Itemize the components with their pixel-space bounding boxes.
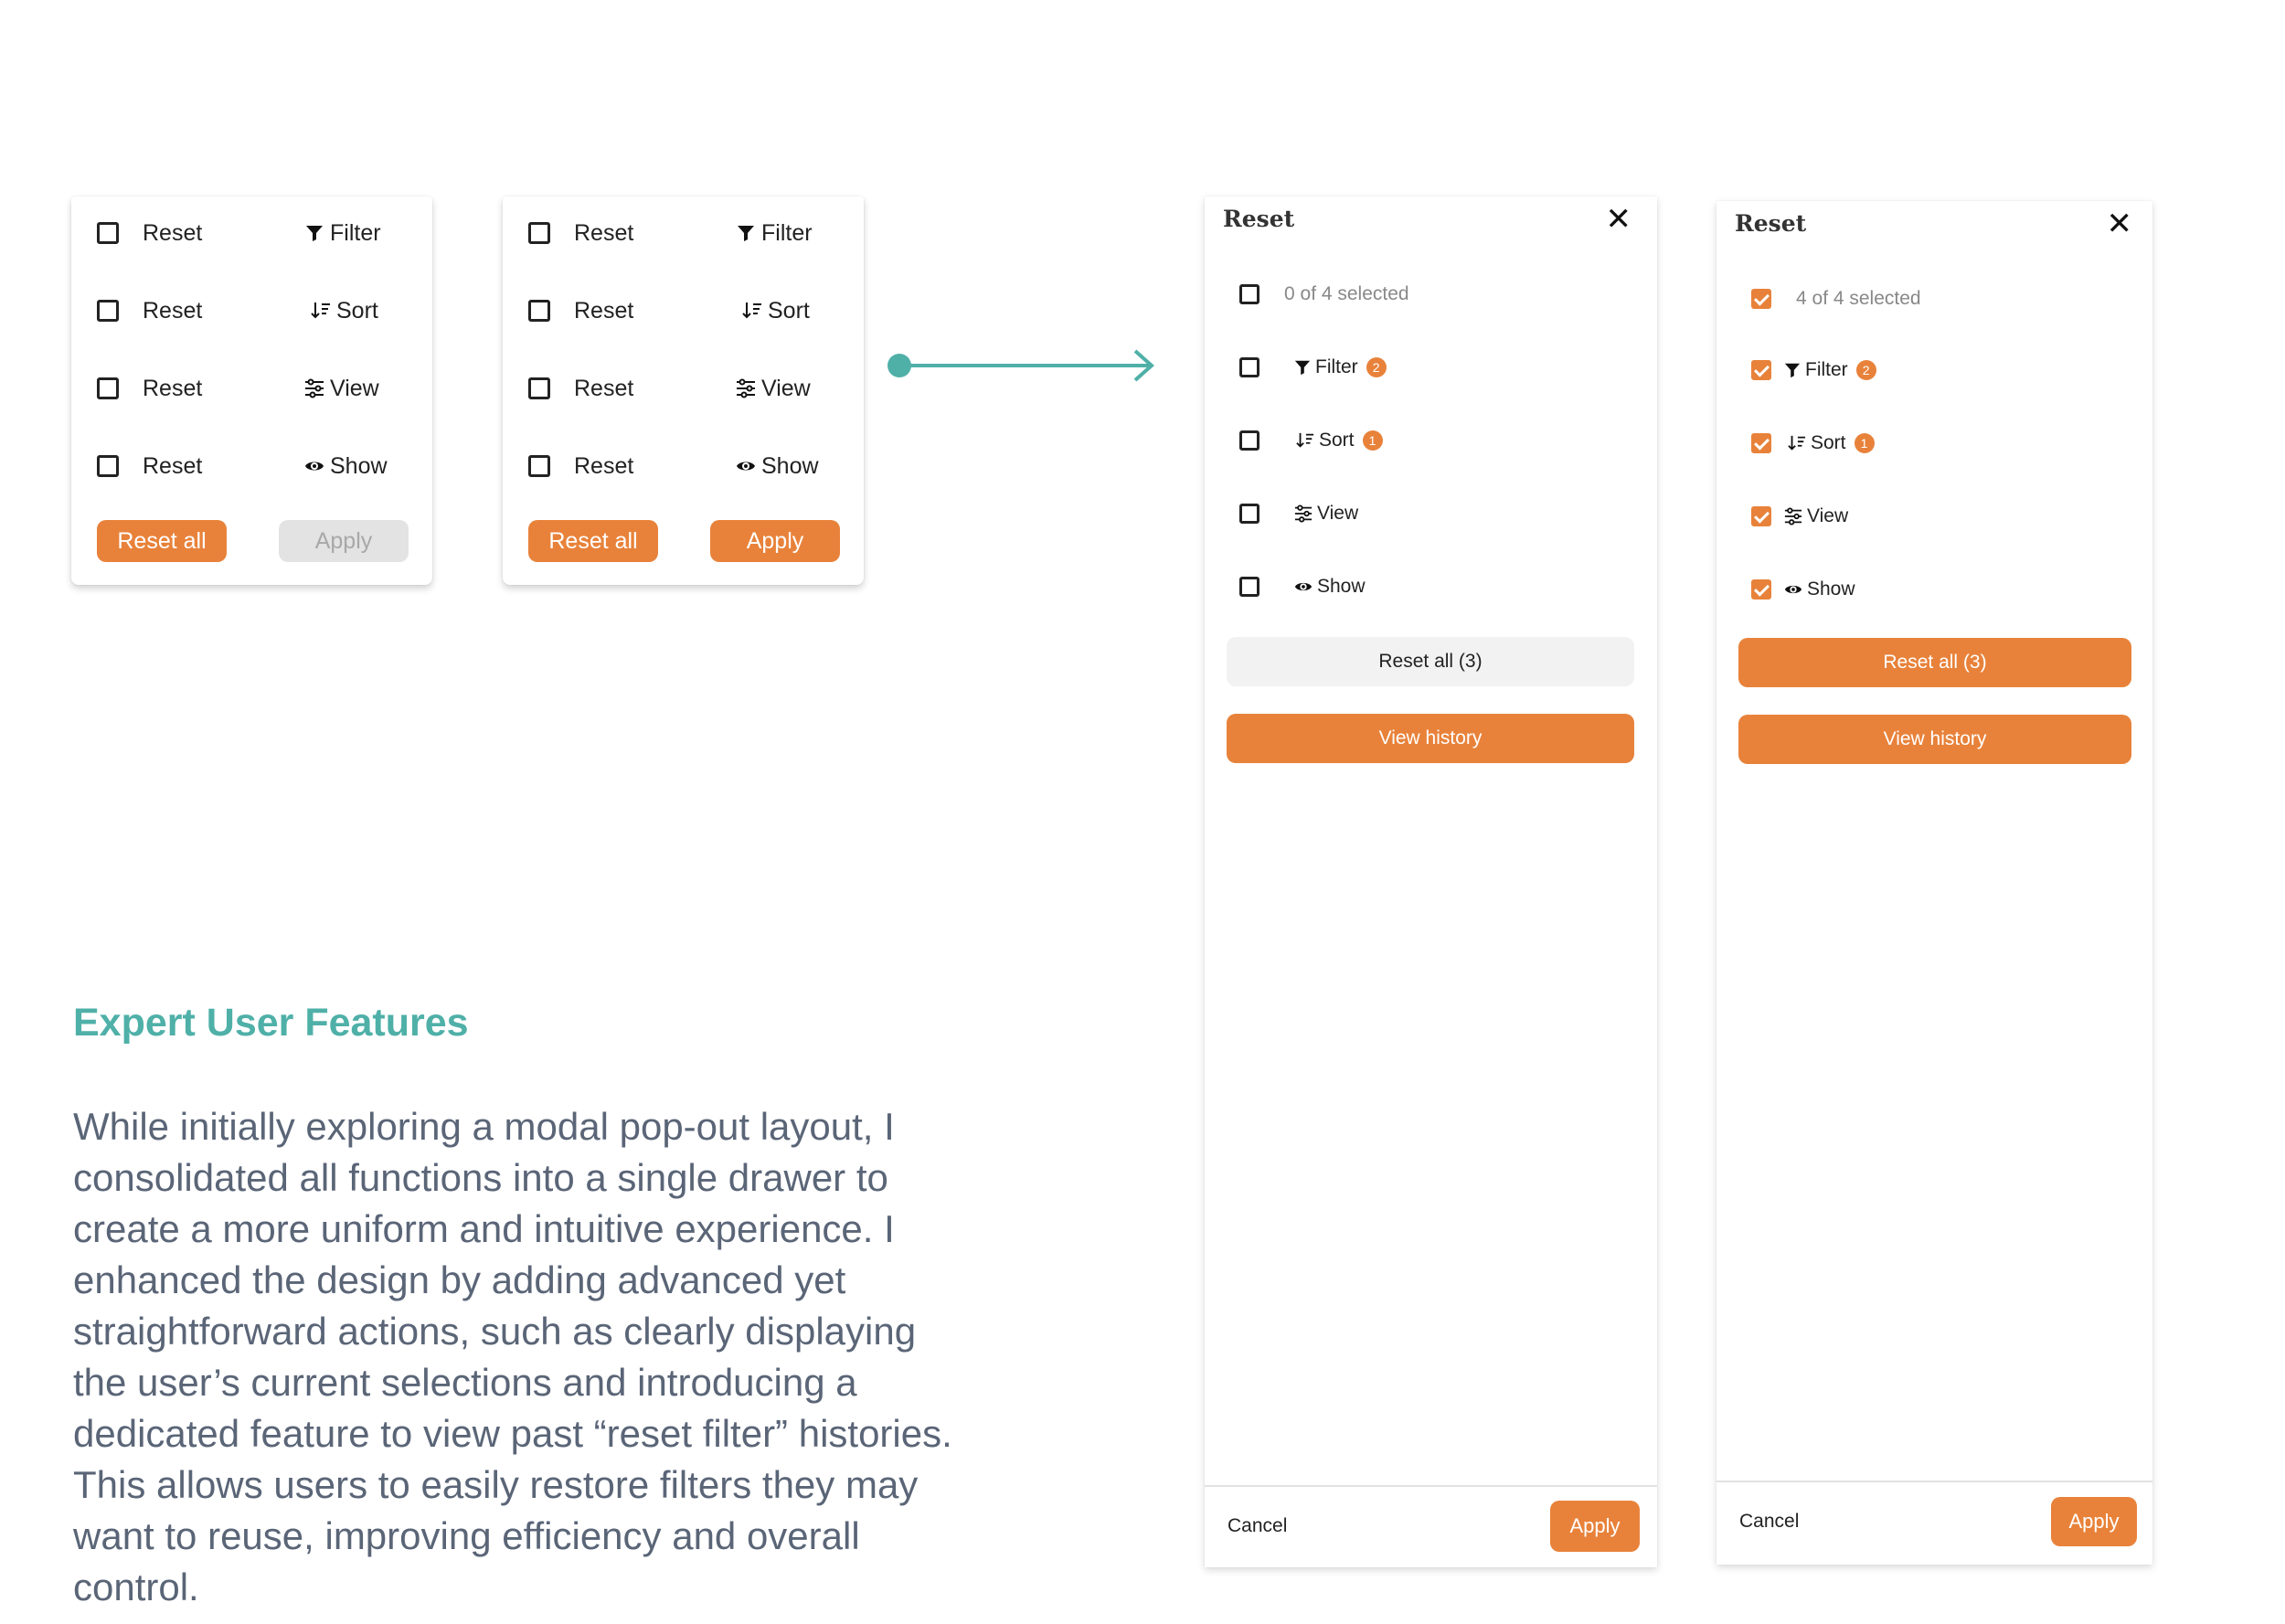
sliders-icon: [736, 378, 756, 398]
item-label: Show: [1807, 578, 1855, 600]
reset-all-button[interactable]: Reset all (3): [1227, 637, 1634, 686]
action-label: Filter: [330, 219, 381, 246]
reset-all-button[interactable]: Reset all: [528, 520, 658, 562]
view-history-button[interactable]: View history: [1738, 715, 2131, 764]
item-checkbox[interactable]: [1239, 430, 1259, 451]
reset-all-button[interactable]: Reset all: [97, 520, 227, 562]
select-all-row: [1239, 281, 1409, 308]
section-body: While initially exploring a modal pop-out layout, I consolidated all functions into a single drawer to create a more uniform and intuitive experience. I enhanced the design by adding advanced yet straightforward actions, such as clearly displaying the user’s current selections and introducing a dedicated feature to view past “reset filter” histories. This allows users to easily restore filters they may want to reuse, improving efficiency and overall control.: [73, 1105, 952, 1608]
sliders-icon: [304, 378, 324, 398]
show-action[interactable]: [736, 453, 819, 480]
filter-icon: [1784, 362, 1801, 378]
drawer-item-filter: [1239, 354, 1387, 381]
row-checkbox[interactable]: [97, 300, 119, 322]
apply-button[interactable]: Apply: [279, 520, 409, 562]
card-row-view: [503, 370, 864, 407]
selected-count: 0 of 4 selected: [1284, 283, 1409, 304]
row-checkbox[interactable]: [528, 300, 550, 322]
row-label: Reset: [574, 219, 634, 246]
sort-icon: [742, 301, 762, 321]
item-checkbox[interactable]: [1239, 504, 1259, 524]
count-badge: 1: [1363, 430, 1383, 451]
drawer-title: Reset: [1223, 206, 1295, 232]
filter-action[interactable]: [304, 220, 381, 247]
reset-card-disabled: [71, 196, 432, 585]
row-label: Reset: [143, 375, 203, 401]
action-label: View: [761, 375, 811, 401]
action-label: Sort: [768, 297, 810, 324]
item-label: View: [1807, 505, 1849, 526]
row-label: Reset: [143, 452, 203, 479]
card-row-sort: [71, 292, 432, 329]
row-checkbox[interactable]: [97, 222, 119, 244]
eye-icon: [736, 456, 756, 476]
item-label: View: [1317, 503, 1359, 524]
select-all-row: [1751, 285, 1921, 313]
filter-icon: [736, 223, 756, 243]
row-checkbox[interactable]: [528, 377, 550, 399]
count-badge: 1: [1855, 433, 1875, 453]
action-label: Sort: [336, 297, 378, 324]
drawer-title: Reset: [1735, 210, 1807, 237]
select-all-checkbox[interactable]: [1239, 284, 1259, 304]
item-label: Sort: [1811, 432, 1846, 453]
view-action[interactable]: [304, 376, 379, 402]
apply-button[interactable]: Apply: [710, 520, 840, 562]
row-label: Reset: [574, 375, 634, 401]
row-label: Reset: [143, 219, 203, 246]
sort-icon: [1788, 434, 1806, 452]
sort-action[interactable]: [311, 298, 378, 324]
show-action[interactable]: [304, 453, 388, 480]
footer-divider: [1716, 1481, 2152, 1482]
item-checkbox[interactable]: [1751, 579, 1771, 600]
select-all-checkbox[interactable]: [1751, 289, 1771, 309]
reset-all-button[interactable]: Reset all (3): [1738, 638, 2131, 687]
action-label: Show: [330, 452, 388, 479]
row-checkbox[interactable]: [97, 377, 119, 399]
eye-icon: [1294, 578, 1313, 596]
sliders-icon: [1784, 507, 1802, 525]
drawer-item-view: [1751, 503, 1848, 530]
item-label: Filter: [1315, 356, 1358, 377]
drawer-item-sort: [1751, 430, 1875, 457]
section-heading: Expert User Features: [73, 1001, 469, 1045]
sort-action[interactable]: [742, 298, 810, 324]
card-row-show: [71, 448, 432, 484]
sort-icon: [311, 301, 331, 321]
sort-icon: [1296, 431, 1314, 450]
card-row-sort: [503, 292, 864, 329]
reset-drawer-selected: [1716, 201, 2152, 1565]
drawer-item-sort: [1239, 427, 1383, 454]
cancel-button[interactable]: Cancel: [1739, 1511, 1800, 1532]
row-checkbox[interactable]: [528, 455, 550, 477]
filter-icon: [1294, 359, 1311, 376]
card-row-show: [503, 448, 864, 484]
drawer-item-view: [1239, 500, 1358, 527]
action-label: Show: [761, 452, 819, 479]
item-checkbox[interactable]: [1751, 360, 1771, 380]
row-label: Reset: [574, 297, 634, 324]
cancel-button[interactable]: Cancel: [1228, 1515, 1288, 1536]
eye-icon: [1784, 580, 1802, 599]
filter-action[interactable]: [736, 220, 813, 247]
row-label: Reset: [574, 452, 634, 479]
count-badge: 2: [1856, 360, 1876, 380]
reset-card-enabled: [503, 196, 864, 585]
apply-button[interactable]: Apply: [2051, 1497, 2137, 1546]
view-action[interactable]: [736, 376, 811, 402]
card-row-filter: [71, 215, 432, 251]
close-icon[interactable]: ✕: [2106, 207, 2132, 241]
view-history-button[interactable]: View history: [1227, 714, 1634, 763]
count-badge: 2: [1366, 357, 1387, 377]
reset-drawer-unselected: [1205, 196, 1657, 1567]
transition-arrow-icon: [887, 343, 1161, 388]
item-checkbox[interactable]: [1751, 506, 1771, 526]
action-label: View: [330, 375, 379, 401]
row-checkbox[interactable]: [528, 222, 550, 244]
drawer-item-show: [1751, 576, 1855, 603]
row-label: Reset: [143, 297, 203, 324]
drawer-item-show: [1239, 573, 1366, 600]
item-label: Filter: [1805, 359, 1848, 380]
selected-count: 4 of 4 selected: [1796, 288, 1921, 309]
filter-icon: [304, 223, 324, 243]
card-row-filter: [503, 215, 864, 251]
eye-icon: [304, 456, 324, 476]
item-label: Sort: [1319, 430, 1355, 451]
item-checkbox[interactable]: [1239, 357, 1259, 377]
item-checkbox[interactable]: [1751, 433, 1771, 453]
row-checkbox[interactable]: [97, 455, 119, 477]
card-row-view: [71, 370, 432, 407]
apply-button[interactable]: Apply: [1550, 1501, 1640, 1552]
footer-divider: [1205, 1485, 1657, 1487]
sliders-icon: [1294, 504, 1313, 523]
item-checkbox[interactable]: [1239, 577, 1259, 597]
drawer-item-filter: [1751, 356, 1876, 384]
action-label: Filter: [761, 219, 813, 246]
close-icon[interactable]: ✕: [1605, 202, 1631, 237]
item-label: Show: [1317, 576, 1366, 597]
